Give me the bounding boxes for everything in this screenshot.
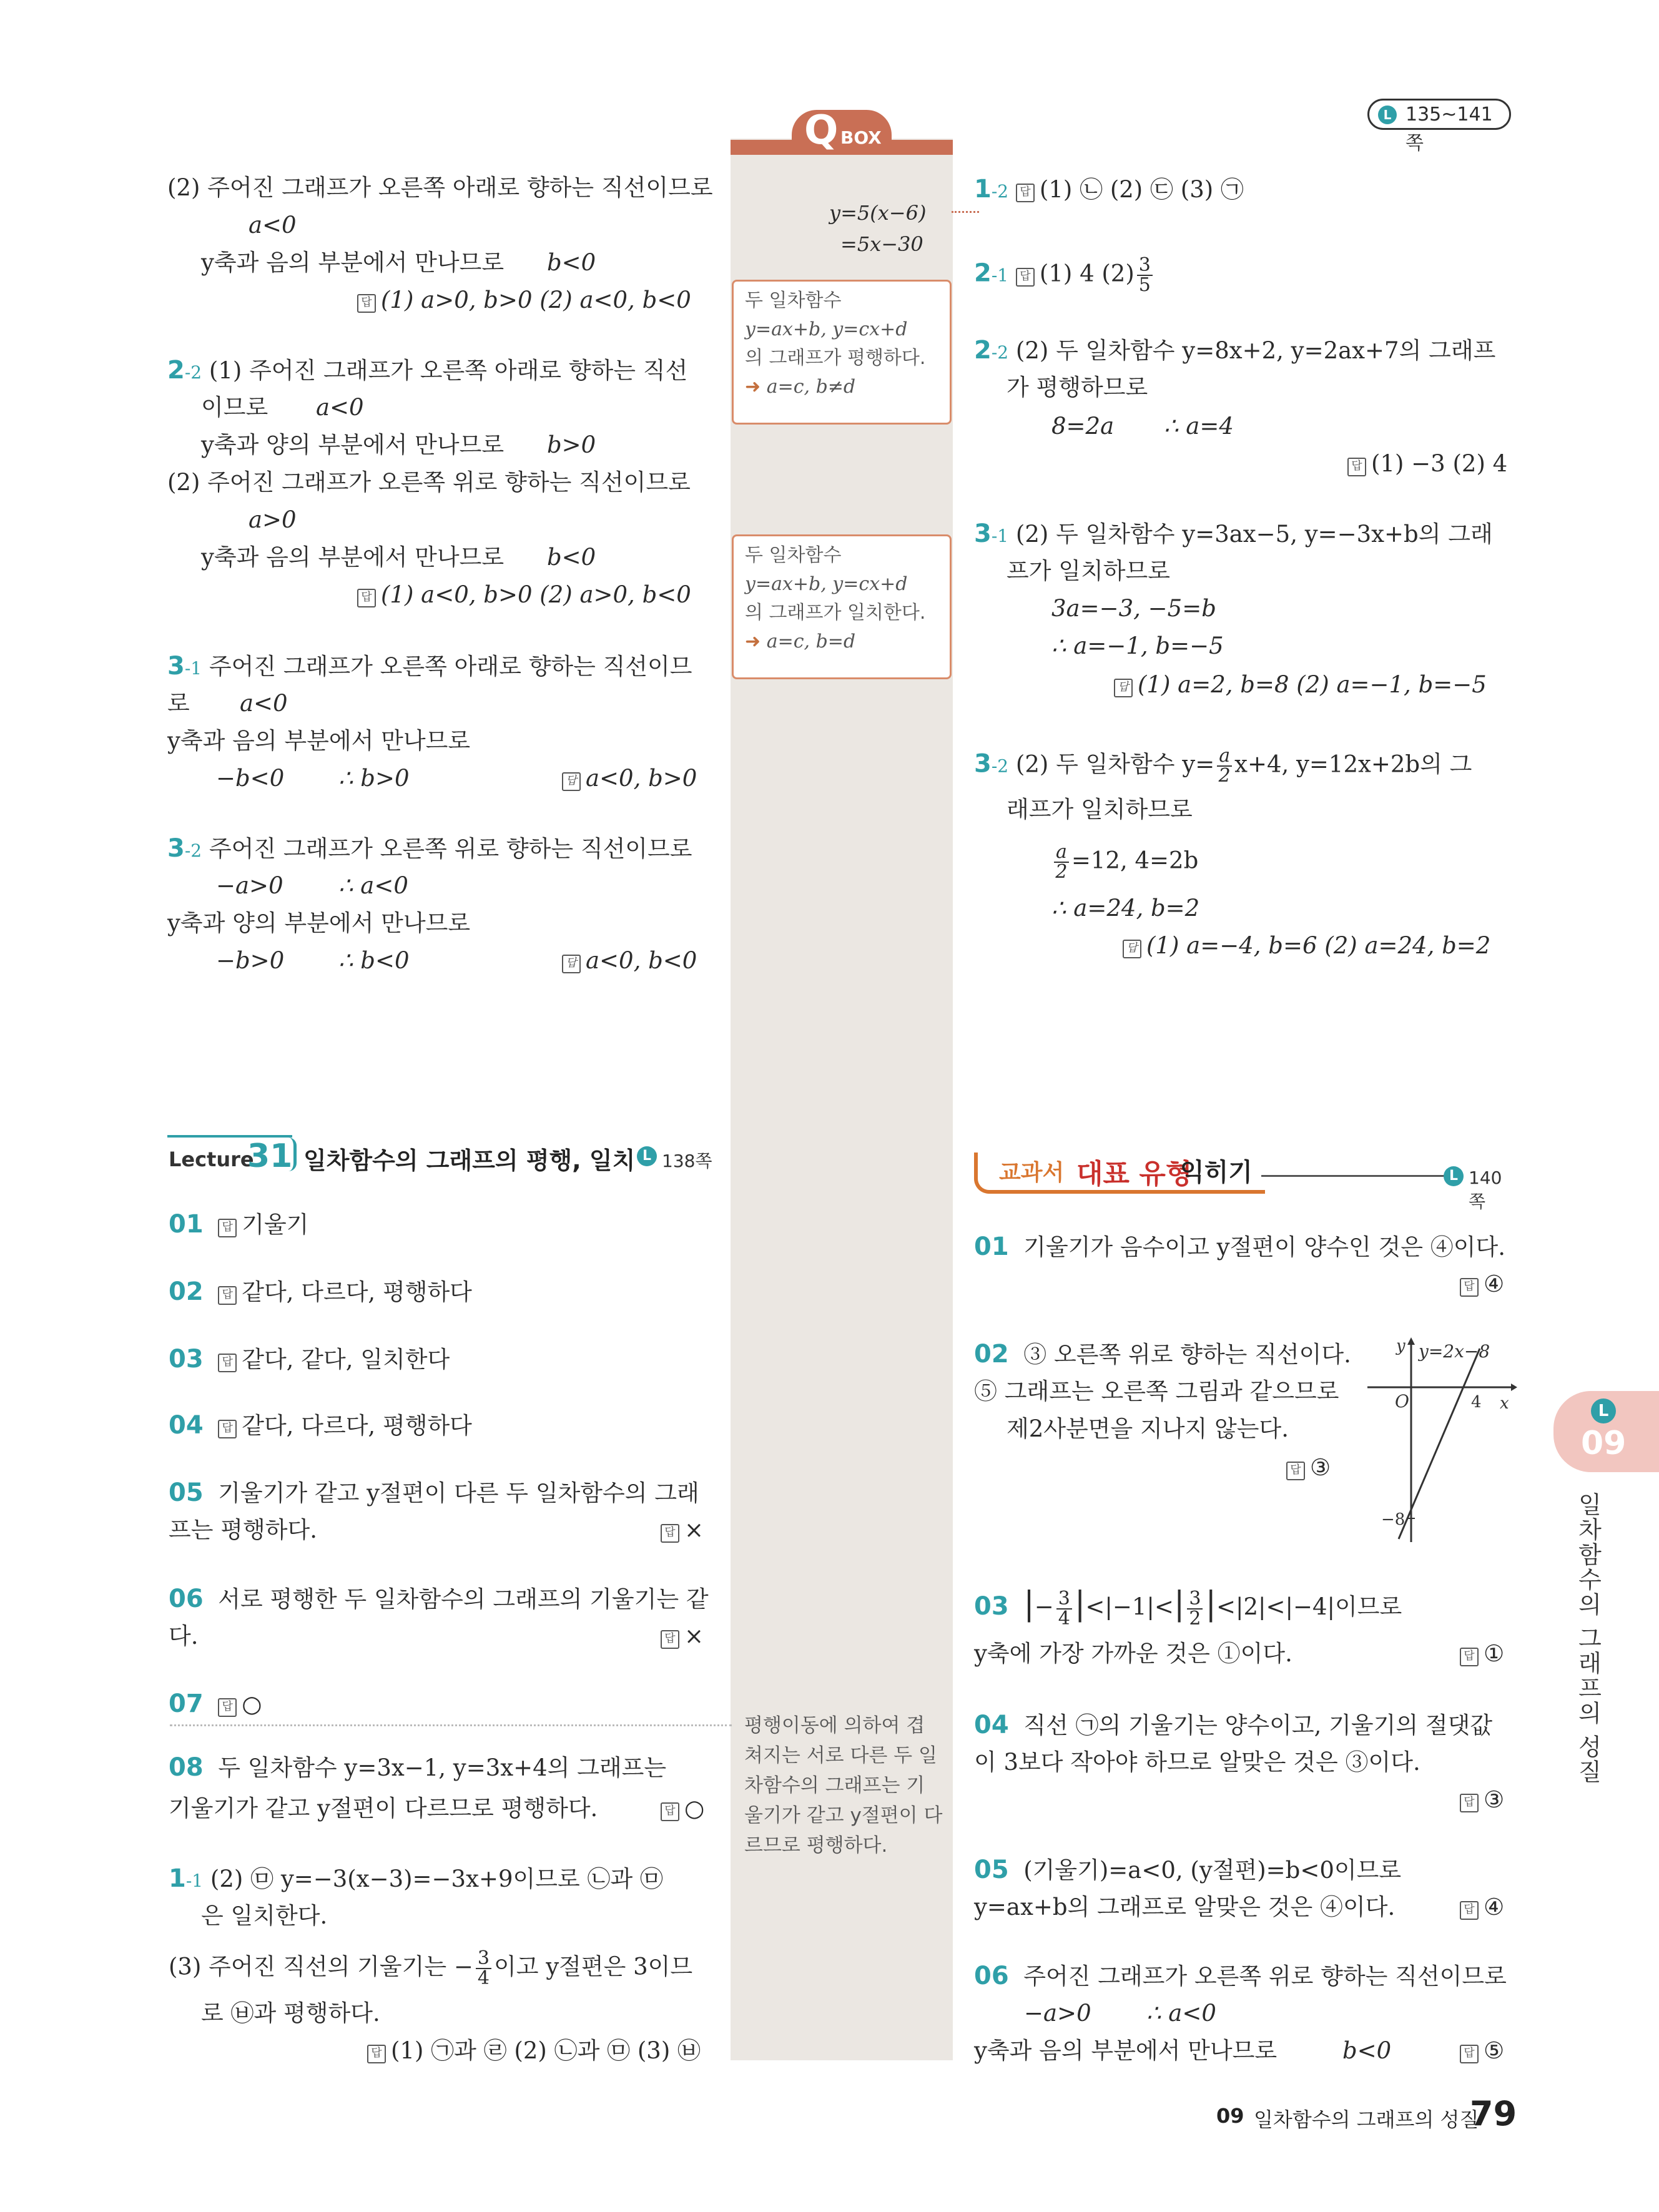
lecture-item-07: 07 답 ○	[169, 1689, 262, 1718]
answer-icon: 답	[1460, 1794, 1479, 1812]
answer-icon: 답	[367, 2045, 386, 2063]
answer-icon: 답	[661, 1524, 679, 1543]
problem-1-2: 1-2 답 (1) ㉡ (2) ㉢ (3) ㉠	[974, 175, 1244, 204]
lecture-item-05: 05 기울기가 같고 y절편이 다른 두 일차함수의 그래	[169, 1478, 699, 1507]
answer-icon: 답	[357, 589, 376, 607]
line: y축에 가장 가까운 것은 ①이다. 답 ①	[974, 1640, 1505, 1667]
answer-line: 답 (1) a=−4, b=6 (2) a=24, b=2	[1123, 930, 1490, 961]
line: 이므로 a<0	[201, 394, 364, 421]
answer-icon: 답	[218, 1420, 237, 1438]
textbook-title-1: 교과서	[999, 1160, 1065, 1186]
line: 3a=−3, −5=b	[1051, 595, 1216, 622]
page-range: 135~141쪽	[1405, 104, 1493, 154]
y-axis-label: y	[1396, 1337, 1405, 1355]
footer-chapter: 09	[1216, 2104, 1244, 2128]
chapter-side-title: 일차함수의 그래프의 성질	[1574, 1492, 1602, 1785]
line: 래프가 일치하므로	[1007, 796, 1193, 823]
qbox-note-coincide: 두 일차함수 y=ax+b, y=cx+d 의 그래프가 일치한다. ➜ a=c, b=d	[732, 534, 952, 679]
textbook-q03: 03 |− $\frac{3}{4}$ |<|−1|<| $\frac{3}{2}$ |<|2|<|−4|이므로	[974, 1585, 1402, 1630]
problem-2-2-right: 2-2 (2) 두 일차함수 y=8x+2, y=2ax+7의 그래프	[974, 336, 1496, 365]
answer-icon: 답	[218, 1286, 237, 1305]
lecture-icon: L	[1591, 1398, 1616, 1423]
line: y=ax+b의 그래프로 알맞은 것은 ④이다. 답 ④	[974, 1894, 1505, 1920]
answer-icon: 답	[218, 1698, 237, 1717]
lecture-page-ref: 138쪽	[662, 1151, 712, 1171]
page-number: 79	[1470, 2094, 1517, 2133]
line: −a>0 ∴ a<0	[1024, 2000, 1216, 2027]
line: ∴ a=−1, b=−5	[1051, 632, 1224, 659]
line: y축과 음의 부분에서 만나므로 b<0	[201, 544, 596, 571]
qbox-eq2: =5x−30	[840, 232, 923, 256]
x-axis-label: x	[1500, 1394, 1509, 1413]
lecture-icon: L	[1378, 106, 1397, 124]
lecture-icon: L	[637, 1146, 657, 1166]
line: (2) 주어진 그래프가 오른쪽 위로 향하는 직선이므로	[167, 469, 691, 496]
textbook-q05: 05 (기울기)=a<0, (y절편)=b<0이므로	[974, 1856, 1402, 1884]
line: 프는 평행하다. 답 ×	[169, 1516, 704, 1543]
answer-icon: 답	[1460, 1648, 1479, 1666]
line: y축과 음의 부분에서 만나므로	[167, 727, 471, 754]
answer-icon: 답	[1460, 1278, 1479, 1297]
footer	[1205, 2094, 1517, 2138]
qbox-connector-07	[170, 1724, 732, 1726]
x-intercept-label: 4	[1471, 1393, 1482, 1412]
chapter-side-tab	[1553, 1391, 1659, 1472]
lecture-icon: L	[1444, 1166, 1464, 1186]
textbook-page-ref: 140쪽	[1469, 1167, 1502, 1212]
line: y축과 음의 부분에서 만나므로 b<0 답 ⑤	[974, 2037, 1505, 2064]
problem-3-1: 3-1 주어진 그래프가 오른쪽 아래로 향하는 직선이므	[167, 652, 692, 681]
footer-title: 일차함수의 그래프의 성질	[1254, 2108, 1479, 2131]
line: 제2사분면을 지나지 않는다.	[1007, 1415, 1289, 1442]
line: y축과 음의 부분에서 만나므로 b<0	[201, 249, 596, 276]
answer-icon: 답	[1114, 679, 1133, 697]
origin-label: O	[1395, 1391, 1409, 1412]
qbox-title: Q	[804, 107, 839, 154]
qbox-header	[731, 105, 953, 161]
line: 이 3보다 작아야 하므로 알맞은 것은 ③이다.	[974, 1749, 1420, 1776]
line: 로 ㉥과 평행하다.	[201, 2000, 380, 2027]
arrow-icon: ➜	[745, 631, 761, 652]
chapter-number: 09	[1581, 1425, 1627, 1462]
line: (2) 주어진 그래프가 오른쪽 아래로 향하는 직선이므로	[167, 174, 713, 201]
line: 다. 답 ×	[169, 1623, 704, 1649]
lecture-item-01: 01 답 기울기	[169, 1210, 309, 1239]
line: (3) 주어진 직선의 기울기는 − $\frac{3}{4}$ 이고 y절편은 3이므	[169, 1947, 693, 1989]
textbook-q04: 04 직선 ㉠의 기울기는 양수이고, 기울기의 절댓값	[974, 1711, 1493, 1739]
line: 은 일치한다.	[201, 1902, 328, 1929]
answer-icon: 답	[218, 1354, 237, 1372]
answer-icon: 답	[562, 955, 581, 973]
problem-2-1: 2-1 답 (1) 4 (2) $\frac{3}{5}$	[974, 256, 1155, 295]
answer-line: 답 ④	[1460, 1269, 1504, 1300]
qbox-note-translation: 평행이동에 의하여 겹 쳐지는 서로 다른 두 일 차함수의 그래프는 기 울기가 같고 y절편이 다 르므로 평행하다.	[744, 1714, 943, 1857]
textbook-q01: 01 기울기가 음수이고 y절편이 양수인 것은 ④이다.	[974, 1232, 1506, 1261]
line: ∴ a=24, b=2	[1051, 895, 1200, 922]
y-intercept-label: −8	[1381, 1510, 1405, 1529]
answer-icon: 답	[661, 1802, 679, 1821]
qbox-sub: BOX	[840, 127, 882, 148]
answer-icon: 답	[661, 1630, 679, 1649]
answer-icon: 답	[218, 1219, 237, 1237]
problem-3-2: 3-2 주어진 그래프가 오른쪽 위로 향하는 직선이므로	[167, 834, 692, 863]
problem-3-2-right: 3-2 (2) 두 일차함수 y= $\frac{a}{2}$ x+4, y=12x+2b의 그	[974, 745, 1472, 787]
line: 8=2a ∴ a=4	[1051, 413, 1234, 440]
lecture-number: 31	[247, 1138, 293, 1175]
answer-line: 답 ③	[1286, 1452, 1331, 1483]
answer-icon: 답	[1123, 940, 1141, 958]
answer-icon: 답	[1016, 268, 1035, 287]
arrow-icon: ➜	[745, 376, 761, 398]
line: −b>0 ∴ b<0 답 a<0, b<0	[216, 947, 697, 974]
lecture-label: Lecture	[169, 1148, 254, 1171]
problem-1-1: 1-1 (2) ㉤ y=−3(x−3)=−3x+9이므로 ㉡과 ㉤	[169, 1864, 663, 1893]
lecture-title: 일차함수의 그래프의 평행, 일치	[303, 1147, 636, 1174]
answer-line: 답 (1) a=2, b=8 (2) a=−1, b=−5	[1114, 669, 1487, 700]
page-range-badge	[1367, 99, 1511, 154]
textbook-title-2: 대표 유형	[1076, 1158, 1193, 1190]
lecture-item-04: 04 답 같다, 다르다, 평행하다	[169, 1411, 472, 1440]
line: 가 평행하므로	[1007, 374, 1148, 401]
answer-icon: 답	[1286, 1462, 1305, 1480]
graph-function-label: y=2x−8	[1419, 1341, 1490, 1362]
line: 로 a<0	[167, 690, 288, 717]
linear-graph	[1361, 1336, 1517, 1542]
textbook-title-3: 익히기	[1180, 1158, 1253, 1187]
qbox-note-parallel: 두 일차함수 y=ax+b, y=cx+d 의 그래프가 평행하다. ➜ a=c, b≠d	[732, 280, 952, 425]
lecture-item-06: 06 서로 평행한 두 일차함수의 그래프의 기울기는 같	[169, 1585, 709, 1613]
line: a<0	[249, 212, 297, 238]
lecture-header	[167, 1135, 717, 1179]
textbook-header	[974, 1153, 1512, 1212]
answer-icon: 답	[1347, 458, 1366, 476]
line: ⑤ 그래프는 오른쪽 그림과 같으므로	[974, 1378, 1339, 1405]
textbook-q06: 06 주어진 그래프가 오른쪽 위로 향하는 직선이므로	[974, 1962, 1507, 1990]
answer-icon: 답	[357, 294, 376, 313]
line: 프가 일치하므로	[1007, 558, 1170, 584]
answer-icon: 답	[1460, 2045, 1479, 2063]
answer-line: 답 (1) ㉠과 ㉣ (2) ㉡과 ㉤ (3) ㉥	[367, 2035, 701, 2067]
line: −a>0 ∴ a<0	[216, 872, 408, 899]
lecture-item-02: 02 답 같다, 다르다, 평행하다	[169, 1277, 472, 1306]
line: y축과 양의 부분에서 만나므로	[167, 910, 471, 936]
line: y축과 양의 부분에서 만나므로 b>0	[201, 431, 596, 458]
line: −b<0 ∴ b>0 답 a<0, b>0	[216, 765, 697, 792]
answer-line: 답 (1) a>0, b>0 (2) a<0, b<0	[357, 285, 691, 316]
answer-icon: 답	[1016, 184, 1035, 202]
answer-line: 답 (1) −3 (2) 4	[1347, 448, 1507, 479]
problem-3-1-right: 3-1 (2) 두 일차함수 y=3ax−5, y=−3x+b의 그래	[974, 519, 1493, 548]
line: 기울기가 같고 y절편이 다르므로 평행하다. 답 ○	[169, 1795, 705, 1822]
answer-icon: 답	[1460, 1901, 1479, 1920]
answer-line: 답 ③	[1460, 1784, 1504, 1816]
problem-2-2: 2-2 (1) 주어진 그래프가 오른쪽 아래로 향하는 직선	[167, 356, 688, 385]
answer-line: 답 (1) a<0, b>0 (2) a>0, b<0	[357, 579, 691, 611]
qbox-eq1: y=5(x−6)	[829, 201, 927, 225]
line: $\frac{a}{2}$ =12, 4=2b	[1051, 843, 1198, 882]
lecture-item-08: 08 두 일차함수 y=3x−1, y=3x+4의 그래프는	[169, 1753, 667, 1782]
answer-icon: 답	[562, 772, 581, 791]
line: a>0	[249, 506, 297, 533]
lecture-item-03: 03 답 같다, 같다, 일치한다	[169, 1345, 450, 1374]
textbook-q02: 02 ③ 오른쪽 위로 향하는 직선이다.	[974, 1340, 1351, 1369]
qbox-connector	[952, 211, 979, 213]
